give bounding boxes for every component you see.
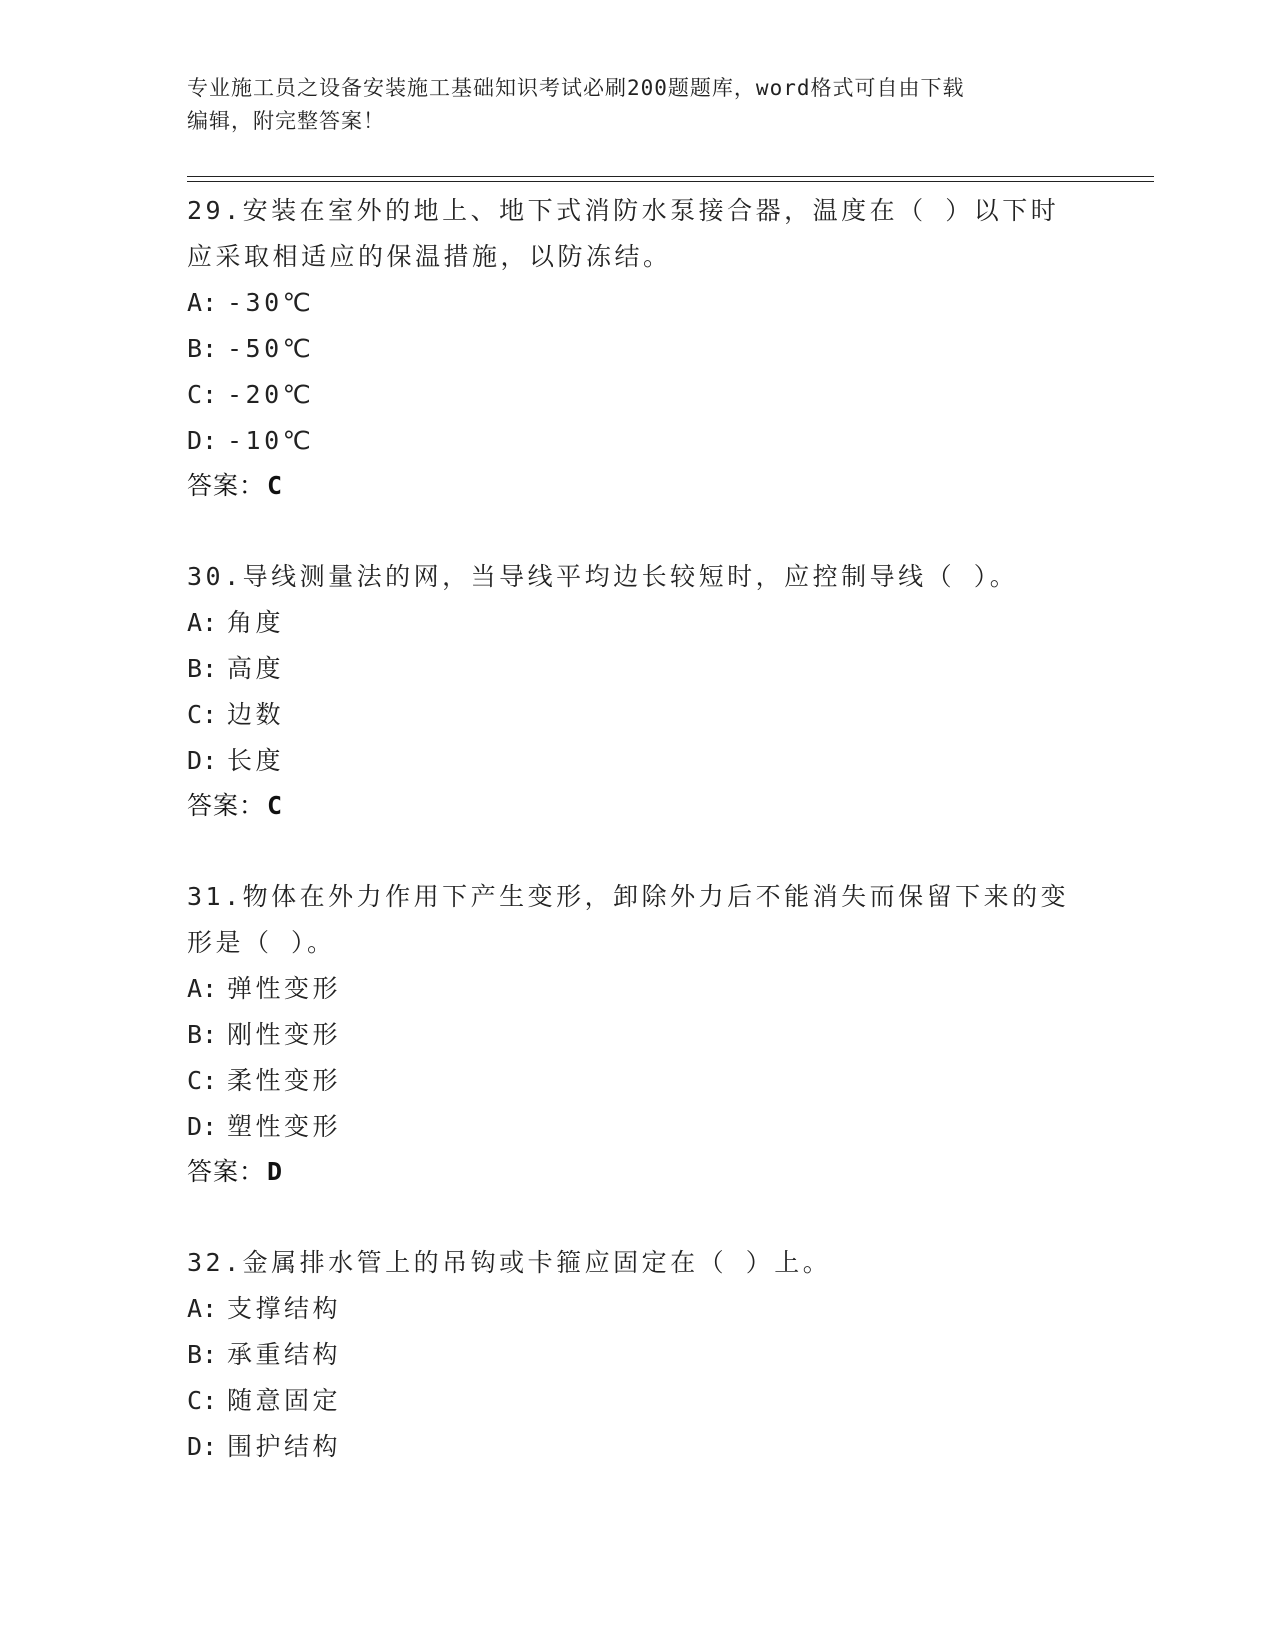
answer-line [187,784,1087,828]
option-c [187,692,1087,738]
answer-label: 答案： [187,791,266,820]
option-letter: A: [187,974,218,1003]
option-letter: C: [187,700,218,729]
question-stem-line: 30.导线测量法的网，当导线平均边长较短时，应控制导线（ ）。 [187,562,1019,591]
option-b [187,646,1087,692]
option-letter: D: [187,1432,218,1461]
option-text: 围护结构 [227,1432,342,1461]
option-letter: D: [187,746,218,775]
option-text: -10℃ [227,426,315,455]
option-text: 刚性变形 [227,1020,342,1049]
answer-label: 答案： [187,471,266,500]
option-text: -50℃ [227,334,315,363]
option-d [187,1424,1087,1470]
question-stem [187,874,1087,966]
option-text: 弹性变形 [227,974,342,1003]
option-letter: B: [187,334,218,363]
question-29 [187,188,1087,508]
option-letter: C: [187,1066,218,1095]
option-text: 柔性变形 [227,1066,342,1095]
question-30 [187,554,1087,828]
answer-value: D [267,1157,283,1186]
option-text: 高度 [227,654,285,683]
question-stem-line: 31.物体在外力作用下产生变形，卸除外力后不能消失而保留下来的变 [187,882,1070,911]
option-a [187,966,1087,1012]
option-text: 随意固定 [227,1386,342,1415]
option-d [187,738,1087,784]
question-stem [187,188,1087,280]
option-letter: A: [187,1294,218,1323]
option-d [187,418,1087,464]
option-b [187,326,1087,372]
question-31 [187,874,1087,1194]
header-title-line-1: 专业施工员之设备安装施工基础知识考试必刷200题题库，word格式可自由下载 [187,76,965,100]
option-d [187,1104,1087,1150]
option-letter: A: [187,608,218,637]
option-c [187,1058,1087,1104]
option-letter: D: [187,1112,218,1141]
answer-line [187,464,1087,508]
option-text: 承重结构 [227,1340,342,1369]
answer-label: 答案： [187,1157,266,1186]
option-b [187,1332,1087,1378]
option-letter: A: [187,288,218,317]
answer-line [187,1150,1087,1194]
question-stem-line: 形是（ ）。 [187,928,336,957]
option-letter: B: [187,1340,218,1369]
option-letter: C: [187,1386,218,1415]
option-text: 角度 [227,608,285,637]
option-a [187,1286,1087,1332]
option-text: 长度 [227,746,285,775]
option-b [187,1012,1087,1058]
option-c [187,1378,1087,1424]
option-a [187,600,1087,646]
question-32 [187,1240,1087,1470]
option-letter: B: [187,1020,218,1049]
option-letter: B: [187,654,218,683]
option-text: 塑性变形 [227,1112,342,1141]
document-header [187,72,1067,138]
question-stem-line: 32.金属排水管上的吊钩或卡箍应固定在（ ）上。 [187,1248,832,1277]
option-a [187,280,1087,326]
question-stem [187,554,1087,600]
option-letter: D: [187,426,218,455]
header-title-line-2: 编辑，附完整答案！ [187,109,385,133]
question-stem-line: 应采取相适应的保温措施，以防冻结。 [187,242,672,271]
option-text: 支撑结构 [227,1294,342,1323]
answer-value: C [267,791,283,820]
option-c [187,372,1087,418]
option-text: -30℃ [227,288,315,317]
answer-value: C [267,471,283,500]
question-stem-line: 29.安装在室外的地上、地下式消防水泵接合器，温度在（ ）以下时 [187,196,1060,225]
option-text: -20℃ [227,380,315,409]
header-divider-bottom [187,181,1154,182]
option-letter: C: [187,380,218,409]
option-text: 边数 [227,700,285,729]
question-stem [187,1240,1087,1286]
header-divider-top [187,176,1154,177]
